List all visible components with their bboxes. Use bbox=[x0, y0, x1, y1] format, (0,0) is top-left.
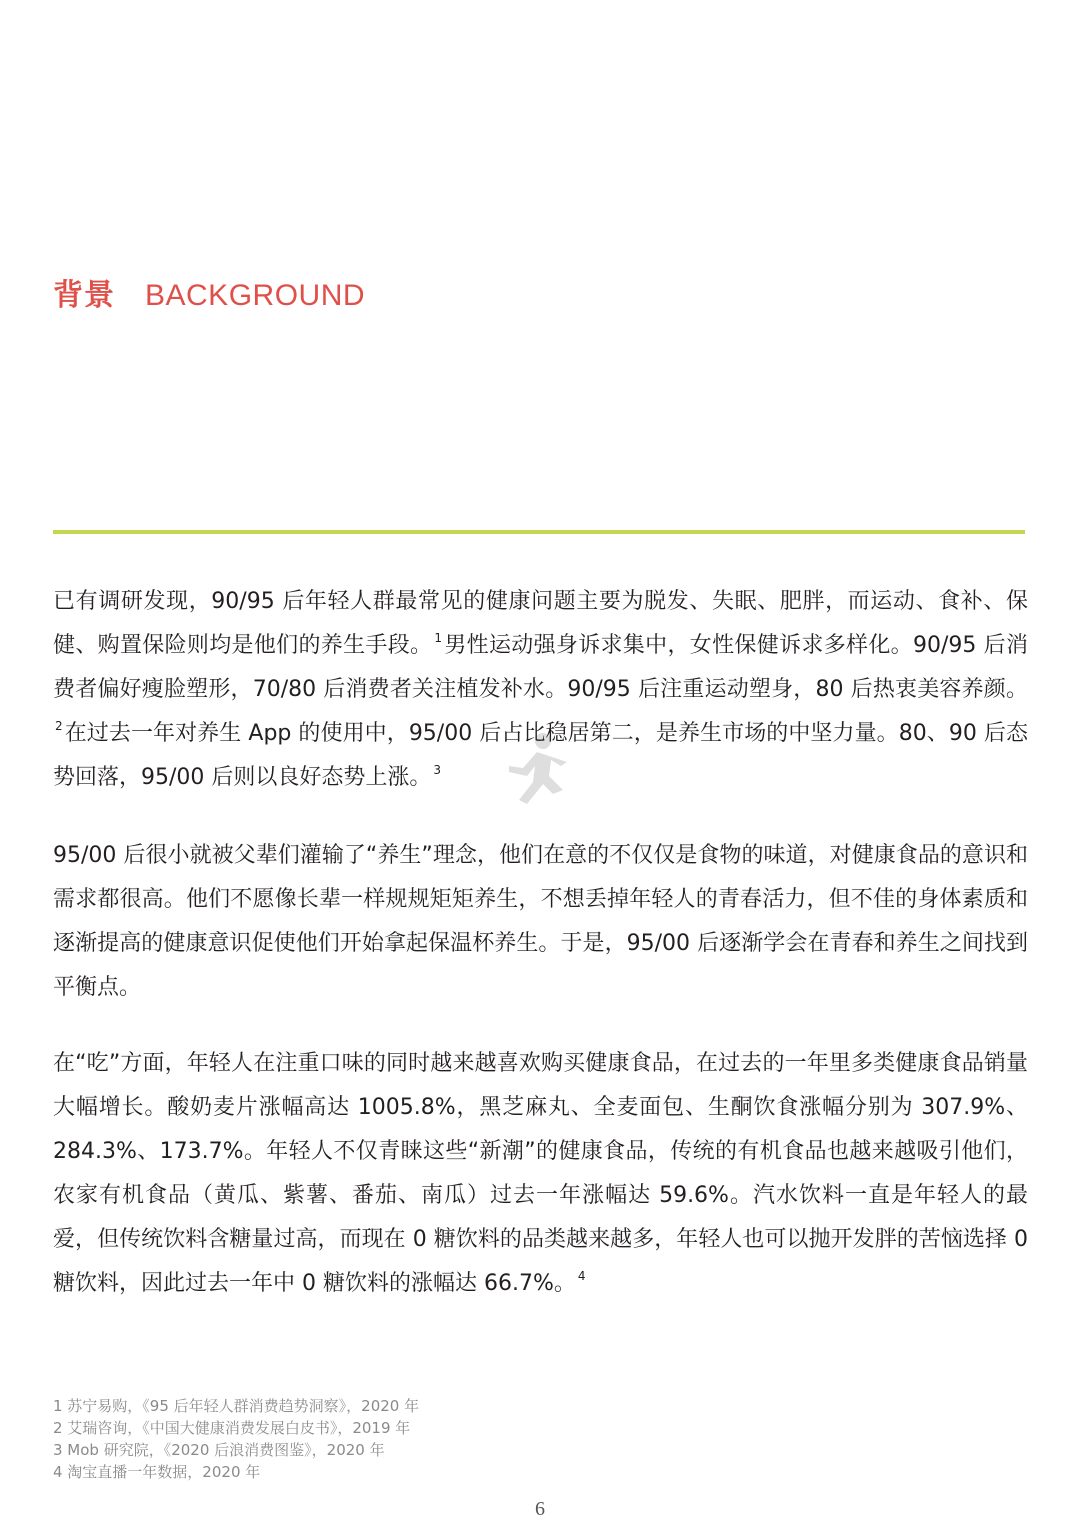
footnote-3: 3 Mob 研究院，《2020 后浪消费图鉴》，2020 年 bbox=[53, 1441, 385, 1459]
footnotes bbox=[53, 1395, 419, 1483]
footnote-ref-2: 2 bbox=[55, 719, 63, 734]
paragraph-3 bbox=[53, 1042, 1028, 1306]
footnote-ref-1: 1 bbox=[434, 631, 443, 646]
heading-english: BACKGROUND bbox=[145, 279, 366, 312]
paragraph-1-text-a: 已有调研发现，90/95 后年轻人群最常见的健康问题主要为脱发、失眠、肥胖，而运动、食补、保健、购置保险则均是他们的养生手段。 bbox=[53, 589, 1028, 658]
section-heading bbox=[53, 270, 365, 314]
paragraph-3-text: 在“吃”方面，年轻人在注重口味的同时越来越喜欢购买健康食品，在过去的一年里多类健康食品销量大幅增长。酸奶麦片涨幅高达 1005.8%，黑芝麻丸、全麦面包、生酮饮食涨幅分别为 307.9%、284.3%、173.7%。年轻人不仅青睐这些“新潮”的健康食品，传统的有机食品也越来越吸引他们，农家有机食品（黄瓜、紫薯、番茄、南瓜）过去一年涨幅达 59.6%。汽水饮料一直是年轻人的最爱，但传统饮料含糖量过高，而现在 0 糖饮料的品类越来越多，年轻人也可以抛开发胖的苦恼选择 0 糖饮料，因此过去一年中 0 糖饮料的涨幅达 66.7%。 bbox=[53, 1051, 1028, 1296]
footnote-ref-3: 3 bbox=[433, 763, 442, 778]
footnote-2: 2 艾瑞咨询，《中国大健康消费发展白皮书》，2019 年 bbox=[53, 1419, 411, 1437]
paragraph-1-text-c: 在过去一年对养生 App 的使用中，95/00 后占比稳居第二，是养生市场的中坚力量。80、90 后态势回落，95/00 后则以良好态势上涨。 bbox=[53, 721, 1028, 790]
paragraph-2: 95/00 后很小就被父辈们灌输了“养生”理念，他们在意的不仅仅是食物的味道，对健康食品的意识和需求都很高。他们不愿像长辈一样规规矩矩养生，不想丢掉年轻人的青春活力，但不佳的身体素质和逐渐提高的健康意识促使他们开始拿起保温杯养生。于是，95/00 后逐渐学会在青春和养生之间找到平衡点。 bbox=[53, 843, 1028, 1000]
footnote-ref-4: 4 bbox=[577, 1269, 586, 1284]
footnote-4: 4 淘宝直播一年数据，2020 年 bbox=[53, 1463, 261, 1481]
divider-rule bbox=[53, 530, 1025, 534]
heading-chinese: 背景 bbox=[53, 278, 115, 313]
paragraph-1 bbox=[53, 580, 1028, 800]
page-number: 6 bbox=[535, 1498, 545, 1520]
paragraph-1-text-b: 男性运动强身诉求集中，女性保健诉求多样化。90/95 后消费者偏好瘦脸塑形，70/80 后消费者关注植发补水。90/95 后注重运动塑身，80 后热衷美容养颜。 bbox=[53, 633, 1028, 702]
footnote-1: 1 苏宁易购，《95 后年轻人群消费趋势洞察》，2020 年 bbox=[53, 1397, 420, 1415]
